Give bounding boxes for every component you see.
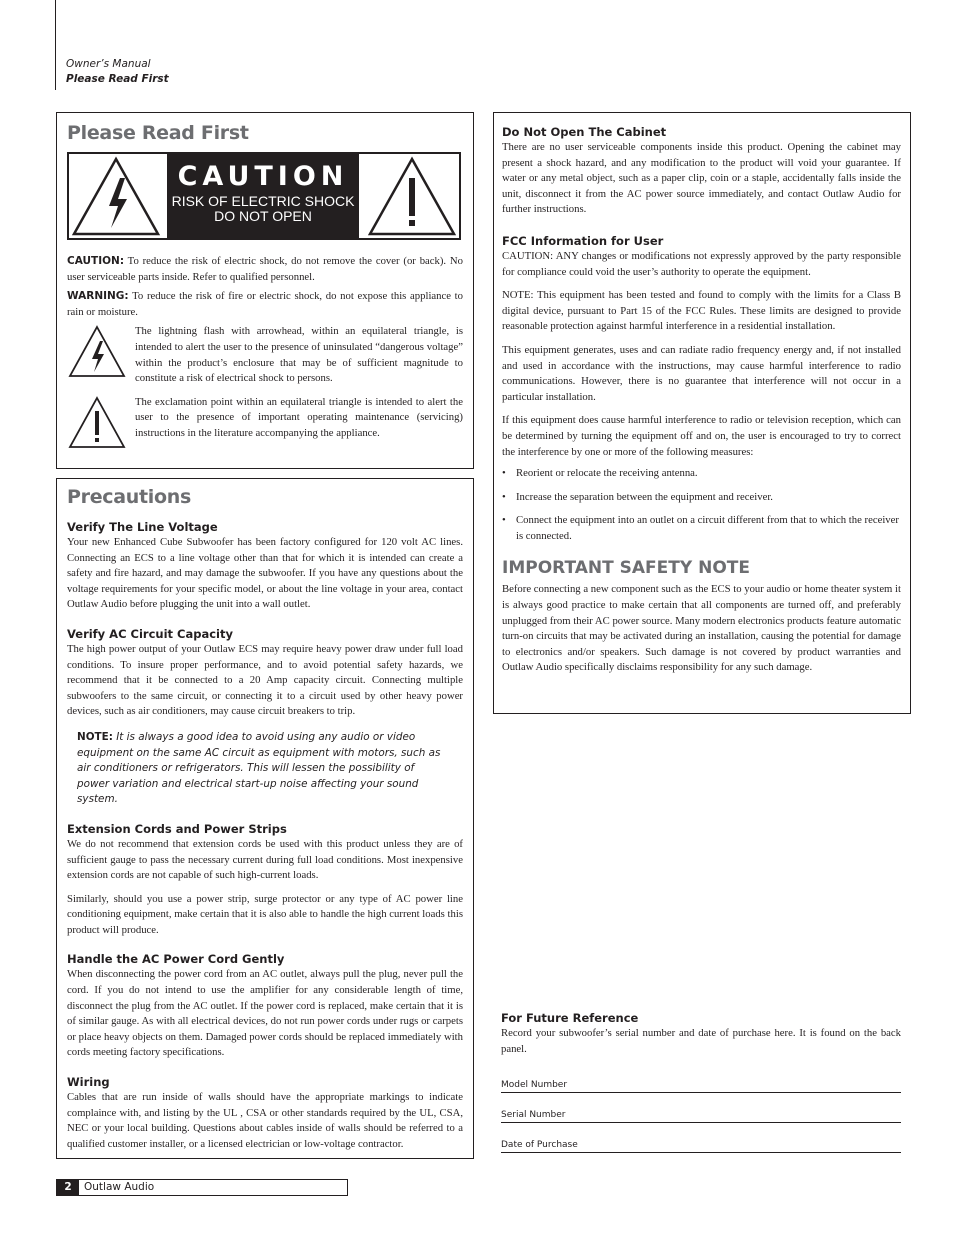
exclamation-small-icon: [67, 395, 127, 451]
voltage-heading: Verify The Line Voltage: [67, 520, 218, 534]
caution-sub-1: RISK OF ELECTRIC SHOCK: [171, 193, 355, 209]
precautions-title: Precautions: [67, 486, 191, 508]
circuit-text: The high power output of your Outlaw ECS may require heavy power draw under full load conditions. To insure proper performance, and to avoid potential safety hazards, we recommend that it be connected to a 20 Amp capacity circuit. Connecting multiple subwoofers to the same circuit, or connecting it to a circuit used by other heavy power devices, such as air conditioners, may cause circuit breakers to trip.: [67, 642, 463, 718]
caution-label-block: [167, 154, 359, 238]
purchase-date-label: Date of Purchase: [501, 1140, 578, 1150]
caution-label: CAUTION:: [67, 255, 125, 267]
please-read-title: Please Read First: [67, 122, 249, 144]
warning-label: WARNING:: [67, 290, 129, 303]
manual-label: Owner’s Manual: [66, 58, 151, 70]
warning-paragraph: WARNING: To reduce the risk of fire or electric shock, do not expose this appliance to rain or moisture.: [67, 290, 463, 318]
serial-number-field[interactable]: [501, 1095, 901, 1123]
section-label: Please Read First: [66, 73, 169, 85]
page-footer: [56, 1179, 348, 1196]
exclamation-explanation: [67, 395, 463, 451]
fcc-safety-box: [493, 112, 911, 714]
lightning-text: The lightning flash with arrowhead, within an equilateral triangle, is intended to alert the user to the presence of uninsulated “dangerous voltage” within the product’s enclosure that may be of sufficient magnitude to constitute a risk of electrical shock to persons.: [135, 325, 463, 385]
caution-sub-2: DO NOT OPEN: [214, 208, 312, 224]
wiring-text: Cables that are run inside of walls should have the appropriate markings to indicate complaince with, and listing by the UL , CSA or other standards required by the UL, CSA, NEC or your local building. Questions about cables inside of walls should be referred to a qualified customer installer, or a licensed electrician or low-voltage contractor.: [67, 1091, 463, 1150]
fcc-paragraph-2: NOTE: This equipment has been tested and found to comply with the limits for a Class B digital device, pursuant to Part 15 of the FCC Rules. These limits are designed to provide reasonable protection against harmful interference in a residential installation.: [502, 289, 901, 333]
extension-heading: Extension Cords and Power Strips: [67, 821, 287, 836]
interference-measures-list: [502, 466, 901, 544]
lightning-explanation: [67, 324, 463, 386]
caution-paragraph: CAUTION: To reduce the risk of electric shock, do not remove the cover (or back). No user serviceable parts inside. Refer to qualified personnel.: [67, 255, 463, 283]
list-item: • Connect the equipment into an outlet on a circuit different from that to which the receiver is connected.: [502, 513, 901, 544]
fcc-paragraph-1: CAUTION: ANY changes or modifications not expressly approved by the party responsible for compliance could void the user’s authority to operate the equipment.: [502, 249, 901, 278]
fcc-heading: FCC Information for User: [502, 233, 664, 248]
wiring-heading: Wiring: [67, 1075, 110, 1090]
please-read-box: [56, 112, 474, 469]
power-cord-heading: Handle the AC Power Cord Gently: [67, 952, 285, 967]
model-number-label: Model Number: [501, 1080, 568, 1090]
cabinet-text: There are no user serviceable components inside this product. Opening the cabinet may present a shock hazard, and any modification to the product will void your guarantee. If water or any metal object, such as a paper clip, coin or a staple, accidentally falls inside the unit, disconnect it from the AC power source immediately, and contact Outlaw Audio for further instructions.: [502, 141, 901, 216]
caution-banner: [67, 152, 461, 240]
future-reference-heading: For Future Reference: [501, 1011, 639, 1025]
power-cord-text: When disconnecting the power cord from an AC outlet, always pull the plug, never pull the cord. If you do not intend to use the amplifier for any considerable length of time, disconnect the plug from the AC outlet. If the power cord is replaced, make certain that it is of similar gauge. As with all electrical devices, do not run power cords under rugs or carpets or place heavy objects on them. Damaged power cords should be replaced immediately with cords meeting factory specifications.: [67, 968, 463, 1059]
future-reference: [501, 1011, 901, 1057]
purchase-date-field[interactable]: [501, 1125, 901, 1153]
extension-text-2: Similarly, should you use a power strip, surge protector or any type of AC power line conditioning equipment, make certain that it is also able to handle the high current loads this product will produce.: [67, 892, 463, 936]
lightning-small-icon: [67, 324, 127, 380]
running-header: [66, 57, 169, 87]
list-item: • Reorient or relocate the receiving antenna.: [502, 466, 901, 482]
page-number: 2: [57, 1180, 79, 1195]
future-reference-text: Record your subwoofer’s serial number and date of purchase here. It is found on the back panel.: [501, 1027, 901, 1055]
cabinet-heading: Do Not Open The Cabinet: [502, 125, 667, 139]
brand-name: Outlaw Audio: [84, 1181, 155, 1193]
margin-rule: [55, 0, 56, 90]
fcc-paragraph-4: If this equipment does cause harmful interference to radio or television reception, which can be determined by turning the equipment off and on, the user is encouraged to try to correct the interference by one or more of the following measures:: [502, 414, 901, 458]
precautions-box: [56, 478, 474, 1159]
note-label: NOTE:: [77, 730, 113, 743]
exclamation-text: The exclamation point within an equilateral triangle is intended to alert the user to the presence of important operating maintenance (servicing) instructions in the literature accompanying the appliance.: [135, 395, 463, 439]
model-number-field[interactable]: [501, 1065, 901, 1093]
circuit-heading: Verify AC Circuit Capacity: [67, 626, 233, 641]
voltage-text: Your new Enhanced Cube Subwoofer has been factory configured for 120 volt AC lines. Connecting an ECS to a line voltage other than that for which it is intended can create a safety and fire hazard, and may damage the subwoofer. If you have any questions about the voltage requirements for your specific model, or about the line voltage in your area, contact Outlaw Audio before plugging the unit into a wall outlet.: [67, 536, 463, 611]
important-safety-title: IMPORTANT SAFETY NOTE: [502, 558, 750, 579]
exclamation-triangle-icon: [365, 154, 459, 238]
important-safety-text: Before connecting a new component such as the ECS to your audio or home theater system it is always good practice to make certain that all components are turned off, and preferably unplugged from their AC power source. Many modern electronics products feature automatic turn-on circuits that may be activated during an installation, causing the potential for damage to electronics and/or speakers. Such damage is not covered by product warranties and Outlaw Audio specifically disclaims responsibility for any such damage.: [502, 583, 901, 674]
caution-word: CAUTION: [177, 161, 349, 192]
list-item: • Increase the separation between the equipment and receiver.: [502, 490, 901, 506]
lightning-triangle-icon: [69, 154, 163, 238]
fcc-paragraph-3: This equipment generates, uses and can radiate radio frequency energy and, if not installed and used in accordance with the instructions, may cause harmful interference to radio communications. However, there is no guarantee that interference will not occur in a particular installation.: [502, 343, 901, 403]
serial-number-label: Serial Number: [501, 1110, 566, 1120]
note-block: NOTE: It is always a good idea to avoid using any audio or video equipment on the same AC circuit as equipment with motors, such as air conditioners or refrigerators. This will lessen the possibility of power variation and electrical start-up noise affecting your sound system.: [77, 730, 441, 806]
extension-text-1: We do not recommend that extension cords be used with this product unless they are of sufficient gauge to pass the necessary current during full load conditions. Most inexpensive extension cords are not capable of such high-current loads.: [67, 837, 463, 882]
